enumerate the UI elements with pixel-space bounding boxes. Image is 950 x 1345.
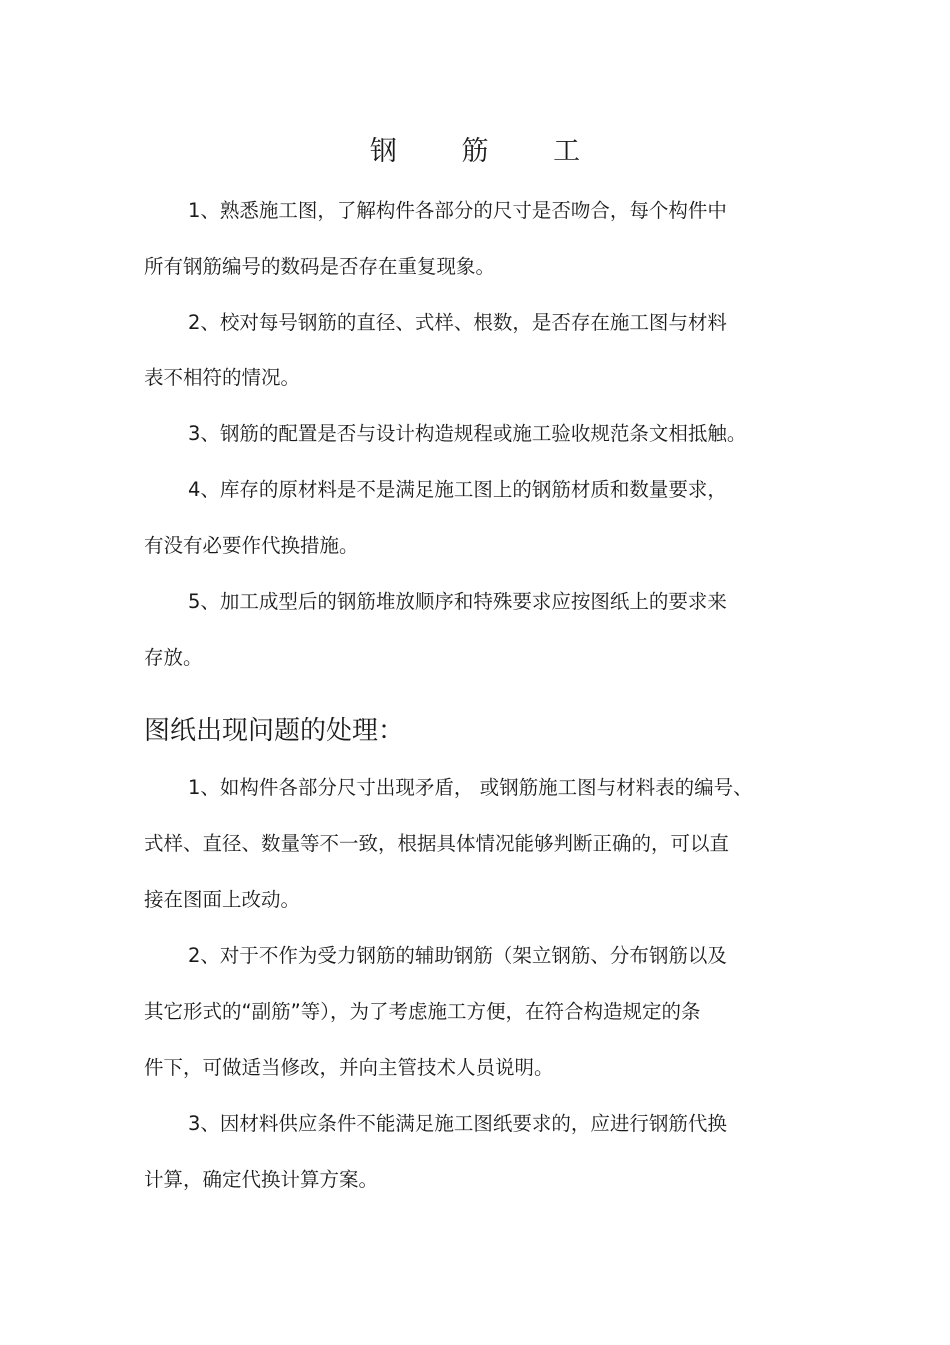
paragraph-line: 其它形式的“副筋”等），为了考虑施工方便，在符合构造规定的条	[144, 1000, 701, 1023]
paragraph-line: 表不相符的情况。	[144, 366, 301, 389]
paragraph-line: 4、库存的原材料是不是满足施工图上的钢筋材质和数量要求，	[188, 478, 727, 501]
paragraph-line: 2、对于不作为受力钢筋的辅助钢筋（架立钢筋、分布钢筋以及	[188, 944, 727, 967]
paragraph-line: 计算，确定代换计算方案。	[144, 1168, 379, 1191]
paragraph-line: 式样、直径、数量等不一致，根据具体情况能够判断正确的，可以直	[144, 832, 730, 855]
section-heading: 图纸出现问题的处理：	[144, 716, 405, 746]
paragraph-line: 存放。	[144, 646, 203, 669]
paragraph-line: 接在图面上改动。	[144, 888, 301, 911]
paragraph-line: 件下，可做适当修改，并向主管技术人员说明。	[144, 1056, 554, 1079]
paragraph-line: 所有钢筋编号的数码是否存在重复现象。	[144, 255, 496, 278]
paragraph-line: 3、钢筋的配置是否与设计构造规程或施工验收规范条文相抵触。	[188, 422, 747, 445]
paragraph-line: 5、加工成型后的钢筋堆放顺序和特殊要求应按图纸上的要求来	[188, 590, 727, 613]
paragraph-line: 1、熟悉施工图，了解构件各部分的尺寸是否吻合，每个构件中	[188, 199, 727, 222]
paragraph-line: 1、如构件各部分尺寸出现矛盾， 或钢筋施工图与材料表的编号、	[188, 776, 753, 799]
page-title: 钢 筋 工	[369, 136, 609, 167]
paragraph-line: 3、因材料供应条件不能满足施工图纸要求的，应进行钢筋代换	[188, 1112, 727, 1135]
paragraph-line: 有没有必要作代换措施。	[144, 534, 359, 557]
paragraph-line: 2、校对每号钢筋的直径、式样、根数，是否存在施工图与材料	[188, 311, 727, 334]
